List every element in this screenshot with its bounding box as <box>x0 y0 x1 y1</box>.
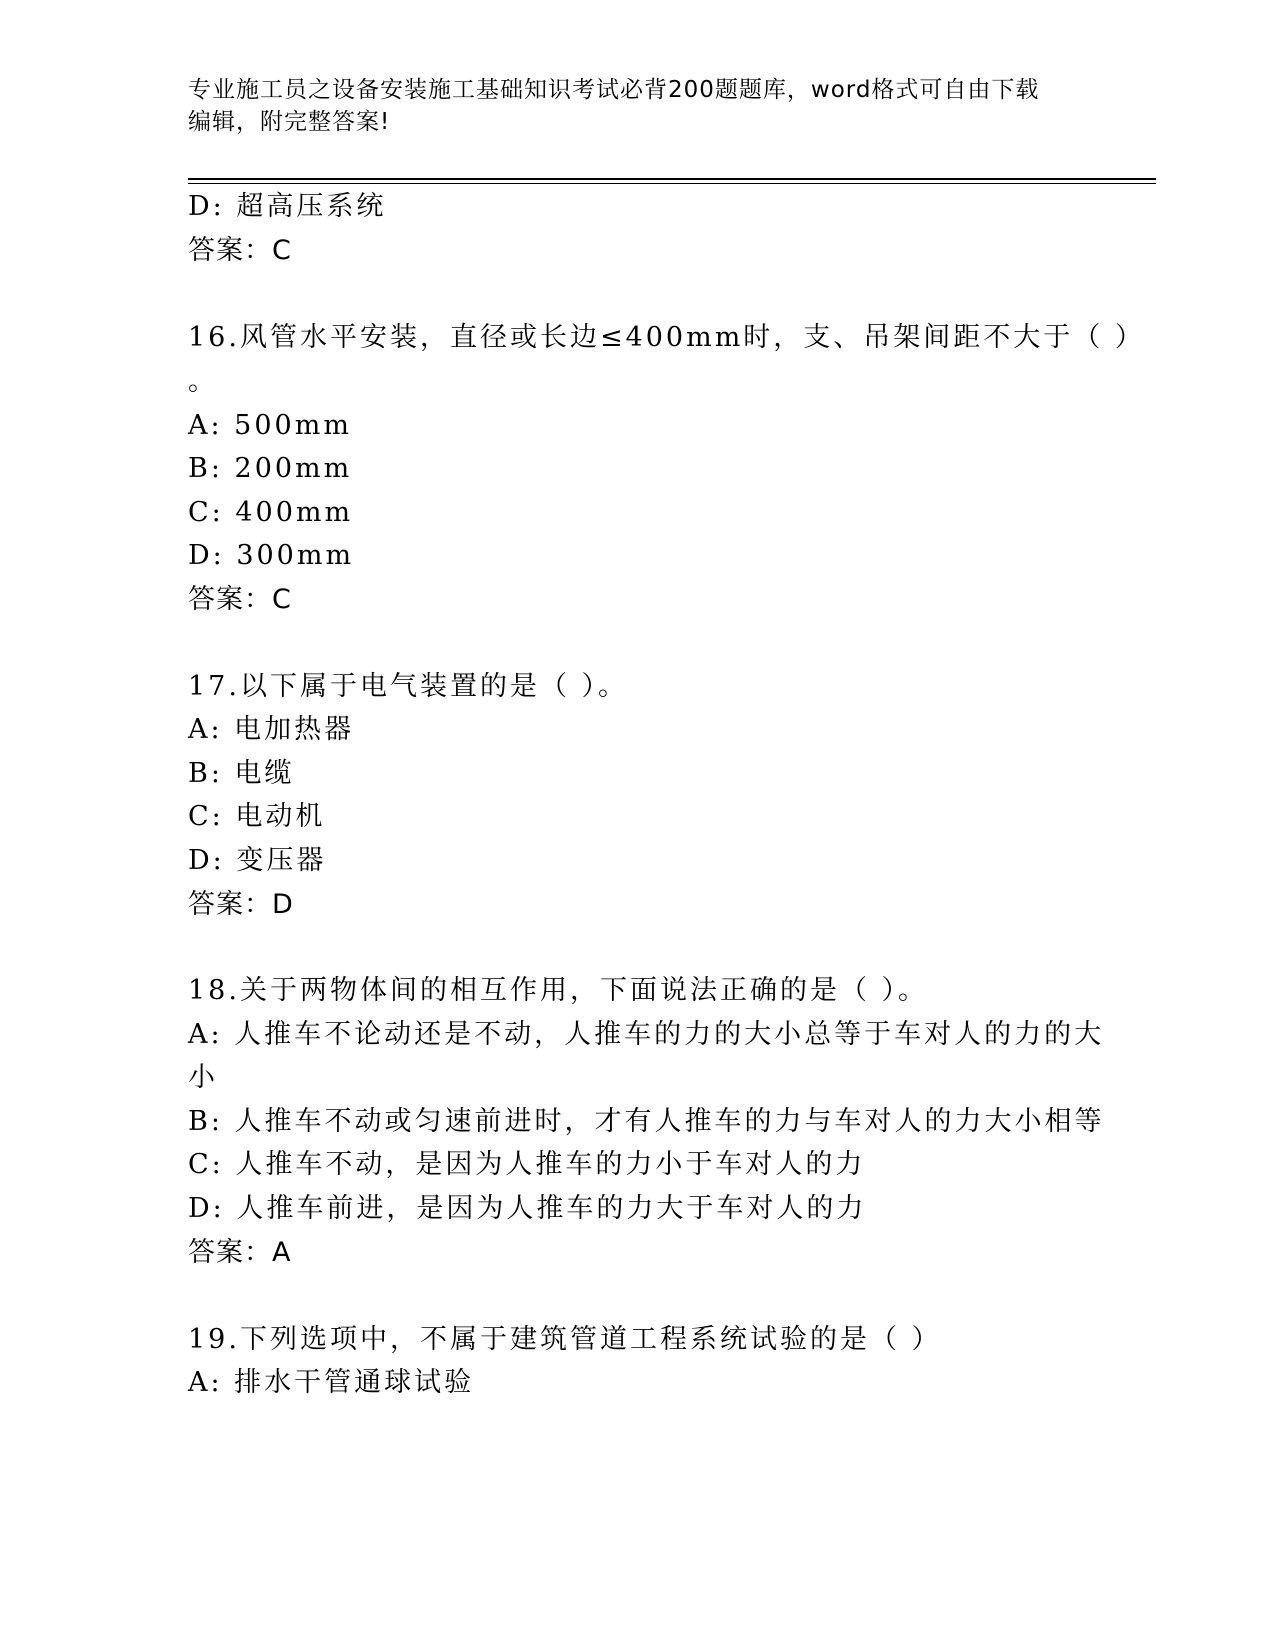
header-divider-thick <box>188 178 1156 180</box>
q16-answer: 答案：C <box>188 584 292 615</box>
header-line-2: 编辑，附完整答案! <box>188 109 391 135</box>
q16-stem-line-1: 16.风管水平安装，直径或长边≤400mm时，支、吊架间距不大于（ ） <box>188 322 1145 353</box>
q16-option-d: D: 300mm <box>188 540 355 571</box>
q18-option-a-line-2: 小 <box>188 1062 218 1093</box>
q17-option-d: D: 变压器 <box>188 845 327 876</box>
q17-stem: 17.以下属于电气装置的是（ ）。 <box>188 671 629 702</box>
q17-answer: 答案：D <box>188 889 294 920</box>
q16-stem-line-2: 。 <box>188 366 218 397</box>
q16-option-b: B: 200mm <box>188 453 353 484</box>
q18-stem: 18.关于两物体间的相互作用，下面说法正确的是（ ）。 <box>188 975 929 1006</box>
q18-option-b: B: 人推车不动或匀速前进时，才有人推车的力与车对人的力大小相等 <box>188 1106 1105 1137</box>
q16-option-c: C: 400mm <box>188 497 354 528</box>
q15-option-d: D: 超高压系统 <box>188 191 387 222</box>
q18-answer: 答案：A <box>188 1237 292 1268</box>
q18-option-d: D: 人推车前进，是因为人推车的力大于车对人的力 <box>188 1193 867 1224</box>
q19-option-a: A: 排水干管通球试验 <box>188 1367 475 1398</box>
header-divider-thin <box>188 183 1156 184</box>
q18-option-c: C: 人推车不动，是因为人推车的力小于车对人的力 <box>188 1149 866 1180</box>
q19-stem: 19.下列选项中，不属于建筑管道工程系统试验的是（ ） <box>188 1324 942 1355</box>
q15-answer: 答案：C <box>188 235 292 266</box>
header-line-1: 专业施工员之设备安装施工基础知识考试必背200题题库，word格式可自由下载 <box>188 77 1040 103</box>
q16-option-a: A: 500mm <box>188 410 352 441</box>
q17-option-a: A: 电加热器 <box>188 714 355 745</box>
q17-option-c: C: 电动机 <box>188 801 326 832</box>
q17-option-b: B: 电缆 <box>188 758 295 789</box>
document-header <box>188 74 1088 138</box>
q18-option-a-line-1: A: 人推车不论动还是不动，人推车的力的大小总等于车对人的力的大 <box>188 1019 1105 1050</box>
